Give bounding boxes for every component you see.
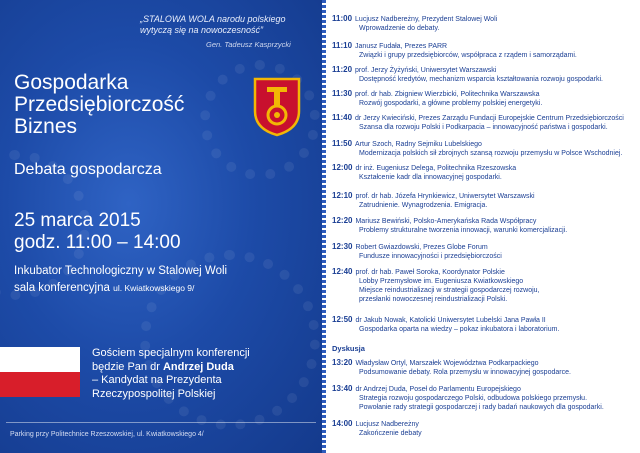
guest-line [92, 361, 322, 375]
schedule-item [332, 216, 638, 235]
speaker-text: prof. dr hab. Zbigniew Wierzbicki, Politechnika Warszawska [355, 91, 540, 98]
speaker [332, 65, 638, 75]
parking-note: Parking przy Politechnice Rzeszowskiej, ul. Kwiatkowskiego 4/ [10, 431, 204, 438]
talk-topic [332, 75, 638, 84]
talk-topic [332, 286, 638, 295]
schedule-item [332, 191, 638, 210]
venue-name: Inkubator Technologiczny w Stalowej Woli [14, 265, 228, 277]
motto-author: Gen. Tadeusz Kasprzycki [206, 40, 291, 49]
schedule-time: 12:00 [332, 163, 353, 172]
guest-line-prefix: będzie Pan dr [92, 360, 163, 373]
talk-topic [332, 403, 638, 412]
special-guest-note [92, 347, 322, 401]
event-subtitle: Debata gospodarcza [14, 161, 162, 178]
speaker-text: Mariusz Bewiński, Polsko-Amerykańska Rada Współpracy [355, 218, 537, 225]
talk-topic [332, 368, 638, 377]
title-line: Przedsiębiorczość [14, 93, 185, 116]
schedule-item [332, 267, 638, 304]
schedule-time: 13:40 [332, 384, 353, 393]
speaker [332, 113, 638, 123]
footer-divider [6, 422, 316, 423]
schedule-time: 11:00 [332, 14, 353, 23]
speaker [332, 191, 638, 201]
talk-topic [332, 99, 638, 108]
date-text: 25 marca 2015 [14, 210, 141, 231]
talk-topic [332, 325, 638, 334]
schedule-time: 11:40 [332, 113, 353, 122]
speaker-text: prof. Jerzy Żyżyński, Uniwersytet Warszawski [355, 67, 497, 74]
schedule-time: 11:50 [332, 139, 353, 148]
topic-text: Miejsce reindustrializacji w strategii gospodarczej rozwoju, [359, 287, 540, 294]
speaker-text: dr Andrzej Duda, Poseł do Parlamentu Europejskiego [355, 386, 521, 393]
speaker-text: prof. dr hab. Józefa Hrynkiewicz, Uniwersytet Warszawski [355, 193, 535, 200]
topic-text: Związki i grupy przedsiębiorców, współpraca z rządem i samorządami. [359, 52, 577, 59]
schedule-item [332, 139, 638, 158]
event-date [14, 210, 181, 254]
venue-room [14, 280, 227, 297]
speaker-text: Lucjusz Nadbereżny [355, 421, 419, 428]
schedule-time: 12:50 [332, 315, 353, 324]
schedule-item [332, 419, 638, 438]
topic-text: Kształcenie kadr dla innowacyjnej gospodarki. [359, 174, 502, 181]
schedule-item [332, 113, 638, 132]
topic-text: Powołanie rady strategii gospodarczej i rady badań naukowych dla gospodarki. [359, 404, 604, 411]
schedule-time: 12:30 [332, 242, 353, 251]
guest-line: – Kandydat na Prezydenta [92, 374, 222, 386]
talk-topic [332, 394, 638, 403]
schedule-item [332, 384, 638, 412]
talk-topic [332, 295, 638, 304]
topic-text: Problemy strukturalne tworzenia innowacji, warunki komercjalizacji. [359, 227, 568, 234]
topic-text: Zatrudnienie. Wynagrodzenia. Emigracja. [359, 202, 488, 209]
schedule-item [332, 89, 638, 108]
speaker-text: Artur Szoch, Radny Sejmiku Lubelskiego [355, 141, 482, 148]
talk-topic [332, 226, 638, 235]
talk-topic [332, 173, 638, 182]
speaker [332, 163, 638, 173]
speaker [332, 384, 638, 394]
topic-text: Modernizacja polskich sił zbrojnych szansą rozwoju przemysłu w Polsce Wschodniej. [359, 150, 623, 157]
speaker-text: Lucjusz Nadbereżny, Prezydent Stalowej Woli [355, 16, 498, 23]
talk-topic [332, 277, 638, 286]
talk-topic [332, 429, 638, 438]
talk-topic [332, 149, 638, 158]
schedule-panel [330, 0, 640, 453]
speaker [332, 89, 638, 99]
topic-text: Lobby Przemysłowe im. Eugeniusza Kwiatkowskiego [359, 278, 524, 285]
room-address: ul. Kwiatkowskiego 9/ [113, 283, 195, 293]
speaker [332, 267, 638, 277]
discussion-heading: Dyskusja [332, 344, 365, 353]
schedule-item [332, 41, 638, 60]
schedule-item [332, 315, 638, 334]
speaker [332, 216, 638, 226]
speaker [332, 358, 638, 368]
speaker [332, 315, 638, 325]
schedule-time: 11:10 [332, 41, 353, 50]
motto-quote: „STALOWA WOLA narodu polskiego wytyczą się na nowoczesność” [140, 14, 286, 35]
title-line: Gospodarka [14, 71, 129, 94]
schedule-time: 14:00 [332, 419, 353, 428]
speaker-text: dr Jerzy Kwieciński, Prezes Zarządu Fundacji Europejskie Centrum Przedsiębiorczości [355, 115, 624, 122]
talk-topic [332, 123, 638, 132]
speaker [332, 242, 638, 252]
speaker-text: Władysław Ortyl, Marszałek Województwa Podkarpackiego [355, 360, 539, 367]
talk-topic [332, 201, 638, 210]
schedule-item [332, 242, 638, 261]
guest-line: Gościem specjalnym konferencji [92, 347, 250, 359]
topic-text: Wprowadzenie do debaty. [359, 25, 440, 32]
event-venue [14, 263, 227, 297]
stalowa-wola-crest-icon [253, 77, 301, 137]
speaker-text: dr Jakub Nowak, Katolicki Uniwersytet Lubelski Jana Pawła II [355, 317, 546, 324]
topic-text: Podsumowanie debaty. Rola przemysłu w innowacyjnej gospodarce. [359, 369, 571, 376]
topic-text: Szansa dla rozwoju Polski i Podkarpacia – innowacyjność państwa i gospodarki. [359, 124, 608, 131]
room-name: sala konferencyjna [14, 282, 110, 294]
speaker [332, 41, 638, 51]
topic-text: Rozwój gospodarki, a główne problemy polskiej energetyki. [359, 100, 543, 107]
speaker [332, 14, 638, 24]
title-line: Biznes [14, 115, 78, 138]
speaker-text: dr inż. Eugeniusz Delega, Politechnika Rzeszowska [355, 165, 517, 172]
speaker-text: prof. dr hab. Paweł Soroka, Koordynator Polskie [355, 269, 505, 276]
topic-text: Strategia rozwoju gospodarczego Polski, odbudowa polskiego przemysłu. [359, 395, 588, 402]
polish-flag [0, 347, 80, 397]
dotted-divider [322, 0, 326, 453]
schedule-time: 11:30 [332, 89, 353, 98]
hours-text: godz. 11:00 – 14:00 [14, 232, 181, 253]
topic-text: Dostępność kredytów, mechanizm wsparcia kształtowania rozwoju gospodarki. [359, 76, 603, 83]
topic-text: przesłanki nowoczesnej reindustrializacji Polski. [359, 296, 508, 303]
schedule-item [332, 358, 638, 377]
event-title [14, 72, 184, 138]
talk-topic [332, 24, 638, 33]
topic-text: Fundusze innowacyjności i przedsiębiorczości [359, 253, 502, 260]
topic-text: Gospodarka oparta na wiedzy – pokaz inkubatora i laboratorium. [359, 326, 560, 333]
schedule-item [332, 65, 638, 84]
speaker [332, 419, 638, 429]
guest-name: Andrzej Duda [162, 360, 234, 373]
schedule-item [332, 14, 638, 33]
topic-text: Zakończenie debaty [359, 430, 422, 437]
talk-topic [332, 51, 638, 60]
speaker-text: Janusz Fudała, Prezes PARR [355, 43, 448, 50]
speaker-text: Robert Gwiazdowski, Prezes Globe Forum [355, 244, 488, 251]
speaker [332, 139, 638, 149]
schedule-time: 12:20 [332, 216, 353, 225]
talk-topic [332, 252, 638, 261]
schedule-time: 13:20 [332, 358, 353, 367]
guest-line: Rzeczypospolitej Polskiej [92, 387, 216, 400]
schedule-time: 12:10 [332, 191, 353, 200]
schedule-time: 12:40 [332, 267, 353, 276]
schedule-time: 11:20 [332, 65, 353, 74]
schedule-item [332, 163, 638, 182]
